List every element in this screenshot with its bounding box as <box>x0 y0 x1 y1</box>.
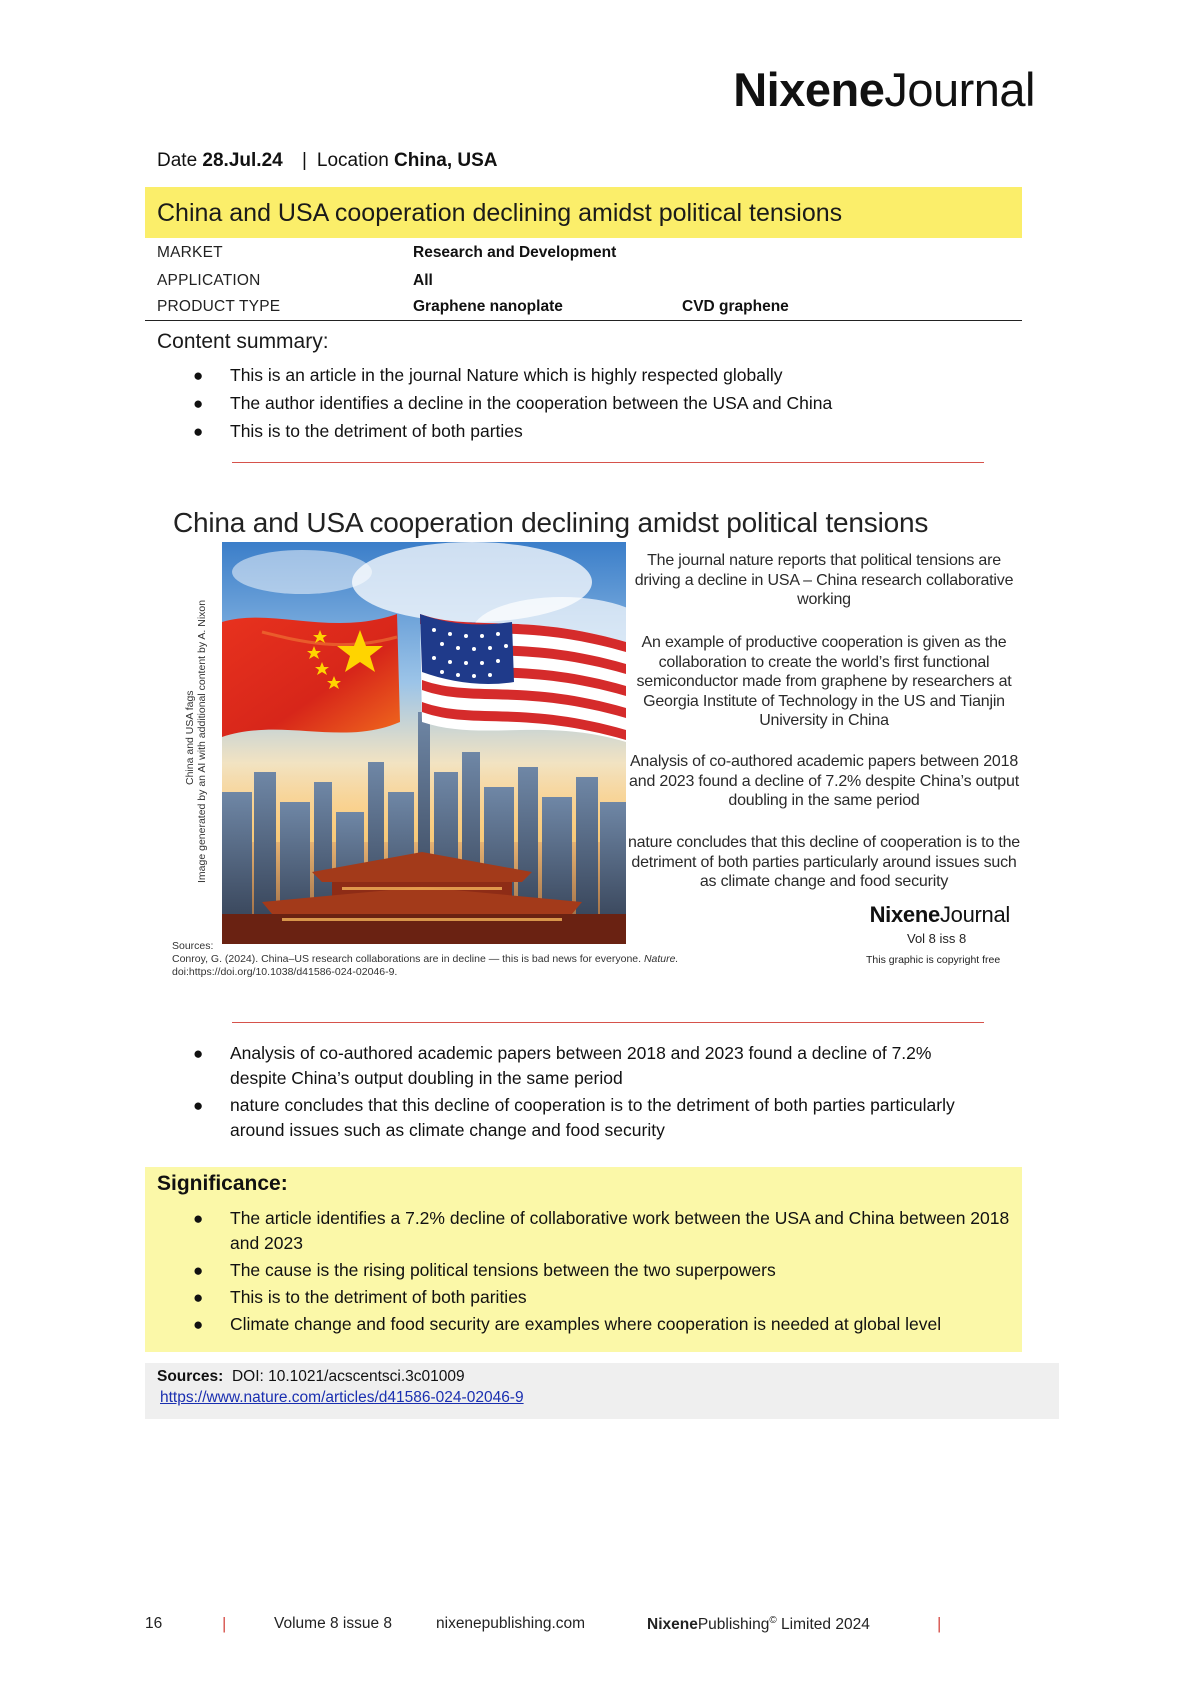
list-item-text: The cause is the rising political tensions between the two superpowers <box>230 1260 776 1280</box>
footer-page-number: 16 <box>145 1615 163 1632</box>
sources-link[interactable]: https://www.nature.com/articles/d41586-024-02046-9 <box>160 1389 524 1406</box>
list-item <box>193 1258 1010 1283</box>
infographic-brand-regular: Journal <box>939 902 1010 927</box>
flags-illustration <box>222 542 626 944</box>
list-item <box>193 1093 990 1143</box>
product-type-value: CVD graphene <box>682 298 789 315</box>
infographic-paragraph: nature concludes that this decline of cooperation is to the detriment of both parties particularly around issues such as climate change and food security <box>627 834 1020 890</box>
meta-separator: | <box>301 150 307 171</box>
infographic-paragraph: Analysis of co-authored academic papers between 2018 and 2023 found a decline of 7.2% despite China’s output doubling in the same period <box>629 753 1019 809</box>
bullet-icon: ● <box>193 1044 204 1063</box>
significance-list <box>193 1206 1010 1337</box>
list-item-text: This is to the detriment of both parities <box>230 1287 527 1307</box>
infographic-sources <box>172 940 678 979</box>
footer-divider: | <box>222 1614 227 1633</box>
bullet-icon: ● <box>193 394 204 413</box>
application-label: APPLICATION <box>157 272 261 289</box>
bullet-icon: ● <box>193 1315 204 1334</box>
infographic-copyright: This graphic is copyright free <box>866 954 1001 966</box>
list-item-text: The article identifies a 7.2% decline of collaborative work between the USA and China between 2018 and 2023 <box>230 1208 1010 1253</box>
market-label: MARKET <box>157 244 223 261</box>
infographic-volume: Vol 8 iss 8 <box>907 931 967 946</box>
list-item <box>193 419 1020 444</box>
infographic-paragraph: The journal nature reports that political tensions are driving a decline in USA – China research collaborative working <box>634 552 1014 608</box>
sources-label: Sources: <box>157 1368 224 1385</box>
list-item-text: Analysis of co-authored academic papers between 2018 and 2023 found a decline of 7.2% despite China’s output doubling in the same period <box>230 1043 932 1088</box>
infographic-brand <box>870 902 1010 928</box>
list-item <box>193 1206 1010 1256</box>
infographic-sources-label: Sources: <box>172 940 214 952</box>
significance-title: Significance: <box>157 1172 288 1195</box>
bullet-icon: ● <box>193 1209 204 1228</box>
list-item-text: This is an article in the journal Nature which is highly respected globally <box>230 365 783 385</box>
date-label: Date <box>157 150 198 171</box>
content-summary-title: Content summary: <box>157 330 329 353</box>
footer-volume: Volume 8 issue 8 <box>274 1615 393 1632</box>
masthead-brand-bold: Nixene <box>733 63 885 116</box>
divider-rule-top <box>232 462 984 463</box>
masthead-brand-regular: Journal <box>884 63 1035 116</box>
infographic-paragraph: An example of productive cooperation is given as the collaboration to create the world’s first functional semiconductor made from graphene by researchers at Georgia Institute of Technology in the US and Tianjin University in China <box>636 634 1012 729</box>
footer-publisher-regular: Publishing <box>697 1616 770 1634</box>
market-value: Research and Development <box>413 244 617 261</box>
bullet-icon: ● <box>193 1288 204 1307</box>
infographic-source-doi: doi:https://doi.org/10.1038/d41586-024-02046-9. <box>172 966 398 978</box>
list-item <box>193 363 1020 388</box>
body-bullet-list <box>193 1041 990 1143</box>
infographic-source-citation <box>172 953 678 966</box>
bullet-icon: ● <box>193 1261 204 1280</box>
footer-publisher-bold: Nixene <box>647 1616 698 1634</box>
footer-website: nixenepublishing.com <box>436 1615 586 1632</box>
list-item-text: The author identifies a decline in the cooperation between the USA and China <box>230 393 833 413</box>
infographic-brand-bold: Nixene <box>869 902 940 927</box>
list-item-text: nature concludes that this decline of cooperation is to the detriment of both parties particularly around issues such as climate change and food security <box>230 1095 955 1140</box>
attributes-divider <box>145 320 1022 321</box>
journal-masthead <box>733 63 1035 116</box>
bullet-icon: ● <box>193 366 204 385</box>
list-item-text: This is to the detriment of both parties <box>230 421 523 441</box>
product-type-label: PRODUCT TYPE <box>157 298 281 315</box>
content-summary-list <box>193 363 1020 444</box>
list-item <box>193 1041 990 1091</box>
bullet-icon: ● <box>193 422 204 441</box>
flags-image <box>222 542 626 944</box>
citation-journal: Nature. <box>643 953 679 965</box>
footer-publisher-suffix: Limited 2024 <box>776 1616 870 1634</box>
article-headline: China and USA cooperation declining amidst political tensions <box>157 199 843 227</box>
application-value: All <box>413 272 433 289</box>
image-caption-vertical: China and USA fags <box>184 690 196 785</box>
footer-publisher <box>647 1615 870 1634</box>
list-item <box>193 1312 1010 1337</box>
infographic-title: China and USA cooperation declining amidst political tensions <box>173 507 929 538</box>
divider-rule-bottom <box>232 1022 984 1023</box>
product-type-value: Graphene nanoplate <box>413 298 563 315</box>
sources-line <box>157 1368 465 1386</box>
location-value: China, USA <box>394 150 498 171</box>
footer-divider: | <box>937 1614 942 1633</box>
location-label: Location <box>316 150 389 171</box>
sources-doi: DOI: 10.1021/acscentsci.3c01009 <box>231 1368 465 1385</box>
date-value: 28.Jul.24 <box>202 150 283 171</box>
list-item <box>193 391 1020 416</box>
bullet-icon: ● <box>193 1096 204 1115</box>
article-meta <box>157 150 498 172</box>
list-item-text: Climate change and food security are examples where cooperation is needed at global level <box>230 1314 942 1334</box>
footer-copyright-symbol: © <box>769 1615 777 1626</box>
list-item <box>193 1285 1010 1310</box>
image-credit-vertical: Image generated by an AI with additional content by A. Nixon <box>196 599 208 883</box>
citation-text: Conroy, G. (2024). China–US research collaborations are in decline — this is bad news for everyone. <box>172 953 642 965</box>
